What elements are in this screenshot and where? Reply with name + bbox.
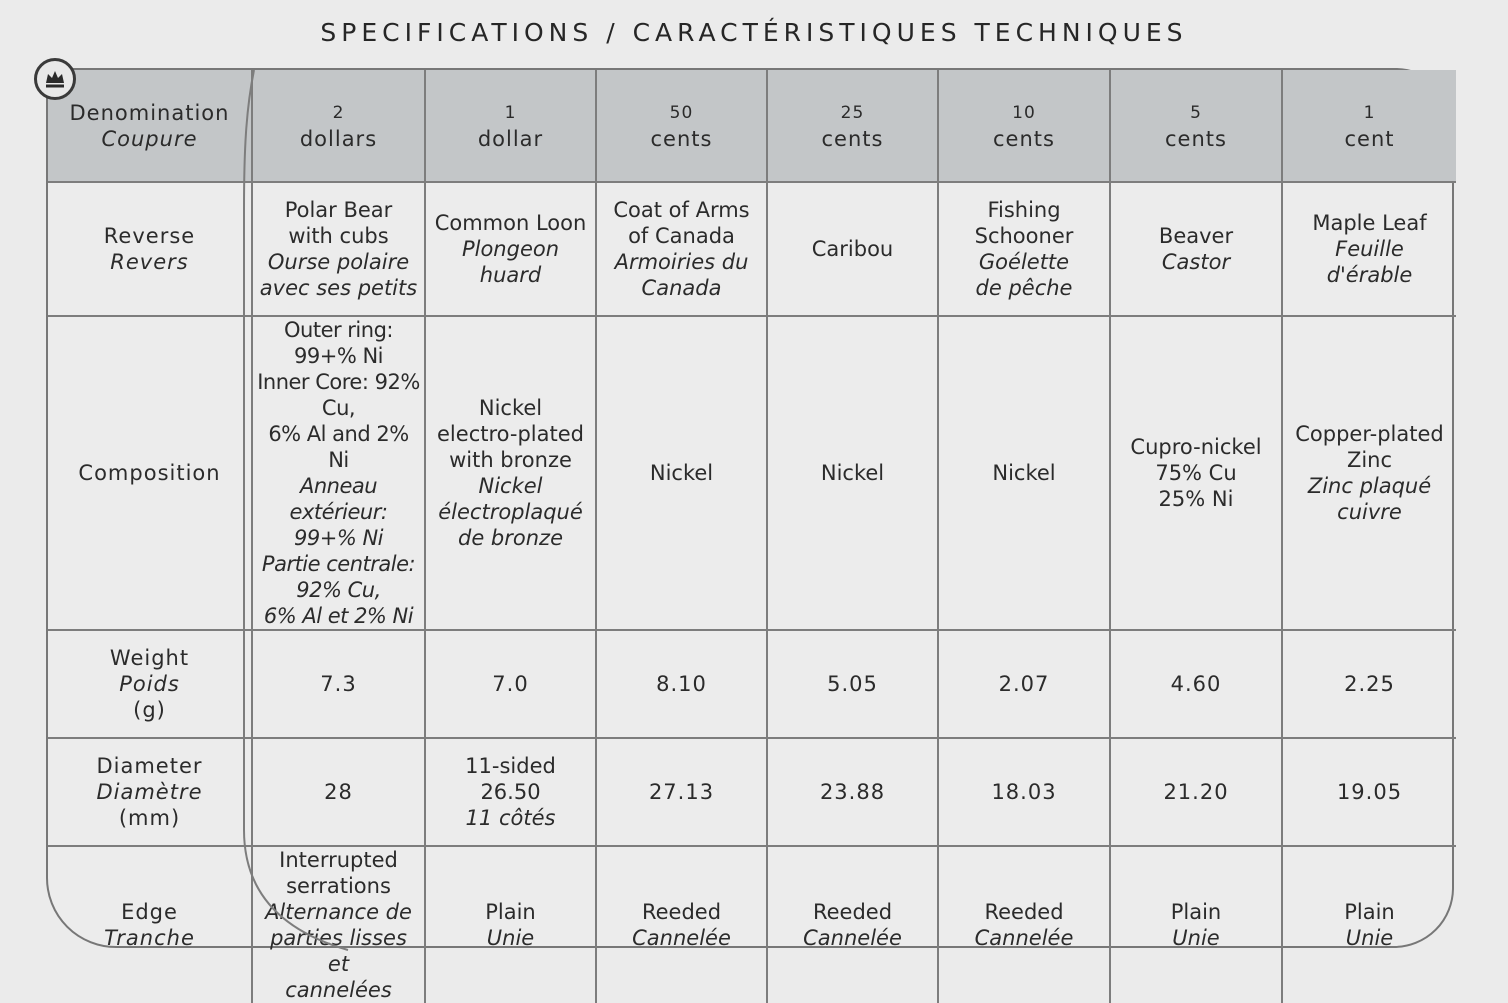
weight-value: 7.0 xyxy=(425,630,596,738)
composition-text-en: 75% Cu xyxy=(1155,461,1237,485)
weight-value: 5.05 xyxy=(767,630,938,738)
diameter-cell xyxy=(938,738,1110,846)
reverse-text-fr: avec ses petits xyxy=(259,276,418,300)
diameter-cell xyxy=(767,738,938,846)
edge-cell xyxy=(425,846,596,1003)
reverse-row xyxy=(48,182,1456,316)
denomination-value: 50 xyxy=(669,102,694,123)
composition-text-en: 25% Ni xyxy=(1158,487,1234,511)
denomination-cell xyxy=(252,70,425,182)
reverse-text-fr: d'érable xyxy=(1326,263,1413,287)
composition-text-en: with bronze xyxy=(449,448,572,472)
denomination-unit: cents xyxy=(1165,126,1227,151)
reverse-text-en: Maple Leaf xyxy=(1312,211,1427,235)
denomination-cell xyxy=(1282,70,1456,182)
denomination-unit: dollar xyxy=(477,126,544,151)
composition-label xyxy=(48,316,252,630)
edge-text-fr: cannelées xyxy=(285,978,392,1002)
denomination-cell xyxy=(1110,70,1282,182)
reverse-text-fr: Armoiries du xyxy=(614,250,749,274)
diameter-text-en: 23.88 xyxy=(819,780,886,804)
weight-row xyxy=(48,630,1456,738)
reverse-text-en: Common Loon xyxy=(434,211,587,235)
reverse-text-fr: Feuille xyxy=(1335,237,1404,261)
composition-text-en: Copper-plated xyxy=(1295,422,1444,446)
edge-cell xyxy=(1110,846,1282,1003)
diameter-label-unit: (mm) xyxy=(118,806,181,830)
diameter-row xyxy=(48,738,1456,846)
reverse-text-en: Schooner xyxy=(974,224,1074,248)
reverse-text-en: Polar Bear xyxy=(284,198,393,222)
edge-text-fr: Unie xyxy=(1172,926,1220,950)
page-title: SPECIFICATIONS / CARACTÉRISTIQUES TECHNIQUES xyxy=(320,18,1188,47)
composition-text-en: Nickel xyxy=(820,461,885,485)
reverse-text-fr: Canada xyxy=(641,276,722,300)
reverse-cell xyxy=(252,182,425,316)
edge-cell xyxy=(1282,846,1456,1003)
composition-cell xyxy=(1110,316,1282,630)
diameter-text-en: 27.13 xyxy=(648,780,715,804)
composition-text-en: Nickel xyxy=(649,461,714,485)
composition-row xyxy=(48,316,1456,630)
specifications-card xyxy=(46,68,1454,1002)
edge-text-en: Plain xyxy=(1170,900,1222,924)
diameter-text-en: 19.05 xyxy=(1336,780,1403,804)
reverse-text-fr: Goélette xyxy=(978,250,1070,274)
denomination-label xyxy=(48,70,252,182)
composition-text-en: Outer ring: 99+% Ni xyxy=(284,318,393,368)
denomination-unit: cent xyxy=(1344,126,1395,151)
weight-value: 4.60 xyxy=(1110,630,1282,738)
denomination-unit: cents xyxy=(821,126,884,151)
diameter-text-en: 11-sided xyxy=(465,754,556,778)
reverse-text-en: Coat of Arms xyxy=(613,198,750,222)
edge-text-fr: parties lisses et xyxy=(270,926,407,976)
composition-text-fr: 99+% Ni xyxy=(294,526,383,550)
composition-text-fr: Zinc plaqué xyxy=(1307,474,1432,498)
denomination-value: 5 xyxy=(1190,102,1202,123)
composition-text-en: Inner Core: 92% Cu, xyxy=(257,370,420,420)
composition-label-en: Composition xyxy=(78,461,221,485)
denomination-value: 1 xyxy=(1363,102,1376,123)
composition-cell xyxy=(767,316,938,630)
diameter-text-en: 26.50 xyxy=(480,780,541,804)
weight-value: 7.3 xyxy=(252,630,425,738)
weight-value: 8.10 xyxy=(596,630,767,738)
composition-text-fr: Anneau extérieur: xyxy=(289,474,388,524)
diameter-label-en: Diameter xyxy=(96,754,203,778)
edge-cell xyxy=(252,846,425,1003)
composition-text-fr: 6% Al et 2% Ni xyxy=(263,604,414,628)
composition-text-en: Nickel xyxy=(992,461,1056,485)
edge-text-fr: Cannelée xyxy=(974,926,1074,950)
edge-cell xyxy=(938,846,1110,1003)
edge-cell xyxy=(767,846,938,1003)
weight-label xyxy=(48,630,252,738)
edge-text-fr: Alternance de xyxy=(265,900,412,924)
edge-text-en: serrations xyxy=(286,874,391,898)
denomination-value: 10 xyxy=(1012,102,1036,123)
composition-cell xyxy=(938,316,1110,630)
edge-text-en: Interrupted xyxy=(279,848,398,872)
reverse-label xyxy=(48,182,252,316)
edge-label-en: Edge xyxy=(121,900,178,924)
denomination-row xyxy=(48,70,1456,182)
composition-text-fr: de bronze xyxy=(458,526,563,550)
weight-label-unit: (g) xyxy=(133,698,166,722)
crown-emblem-svg xyxy=(42,66,68,92)
reverse-label-en: Reverse xyxy=(103,224,196,248)
composition-cell xyxy=(596,316,767,630)
edge-label xyxy=(48,846,252,1003)
edge-row xyxy=(48,846,1456,1003)
reverse-cell xyxy=(1282,182,1456,316)
denomination-cell xyxy=(596,70,767,182)
denomination-unit: cents xyxy=(650,126,713,151)
diameter-cell xyxy=(252,738,425,846)
composition-text-fr: électroplaqué xyxy=(438,500,583,524)
reverse-cell xyxy=(1110,182,1282,316)
diameter-cell xyxy=(596,738,767,846)
edge-text-fr: Unie xyxy=(486,926,535,950)
diameter-text-fr: 11 côtés xyxy=(465,806,556,830)
composition-cell xyxy=(425,316,596,630)
edge-cell xyxy=(596,846,767,1003)
reverse-text-en: with cubs xyxy=(288,224,389,248)
diameter-cell xyxy=(1282,738,1456,846)
edge-text-en: Plain xyxy=(1344,900,1395,924)
reverse-text-fr: Castor xyxy=(1161,250,1231,274)
reverse-text-fr: Ourse polaire xyxy=(267,250,410,274)
diameter-label-fr: Diamètre xyxy=(96,780,203,804)
edge-text-en: Reeded xyxy=(812,900,893,924)
composition-text-en: Cupro-nickel xyxy=(1130,435,1262,459)
edge-text-en: Plain xyxy=(485,900,536,924)
denomination-cell xyxy=(425,70,596,182)
diameter-text-en: 18.03 xyxy=(991,780,1057,804)
weight-label-en: Weight xyxy=(109,646,190,670)
reverse-text-fr: de pêche xyxy=(975,276,1073,300)
denomination-unit: dollars xyxy=(299,126,378,151)
reverse-text-en: of Canada xyxy=(628,224,735,248)
diameter-label xyxy=(48,738,252,846)
composition-text-en: Nickel xyxy=(478,396,543,420)
edge-label-fr: Tranche xyxy=(104,926,195,950)
composition-text-fr: cuivre xyxy=(1337,500,1402,524)
composition-cell xyxy=(252,316,425,630)
composition-text-en: 6% Al and 2% Ni xyxy=(268,422,409,472)
reverse-text-en: Beaver xyxy=(1158,224,1234,248)
composition-text-fr: Nickel xyxy=(478,474,543,498)
composition-text-en: electro-plated xyxy=(437,422,584,446)
composition-text-fr: Partie centrale: xyxy=(261,552,416,576)
denomination-unit: cents xyxy=(993,126,1055,151)
denomination-cell xyxy=(767,70,938,182)
crown-emblem-icon xyxy=(34,58,76,100)
denomination-label-fr: Coupure xyxy=(101,126,198,151)
diameter-cell xyxy=(1110,738,1282,846)
specifications-table xyxy=(48,70,1456,1003)
weight-value: 2.07 xyxy=(938,630,1110,738)
denomination-value: 25 xyxy=(840,102,865,123)
composition-cell xyxy=(1282,316,1456,630)
reverse-cell xyxy=(938,182,1110,316)
reverse-text-en: Caribou xyxy=(811,237,894,261)
reverse-cell xyxy=(596,182,767,316)
reverse-text-en: Fishing xyxy=(987,198,1061,222)
weight-label-fr: Poids xyxy=(119,672,180,696)
diameter-cell xyxy=(425,738,596,846)
reverse-cell xyxy=(425,182,596,316)
edge-text-fr: Unie xyxy=(1345,926,1394,950)
reverse-text-fr: Plongeon huard xyxy=(461,237,560,287)
denomination-value: 2 xyxy=(332,102,345,123)
edge-text-fr: Cannelée xyxy=(803,926,902,950)
composition-text-en: Zinc xyxy=(1346,448,1393,472)
denomination-value: 1 xyxy=(504,102,517,123)
weight-value: 2.25 xyxy=(1282,630,1456,738)
edge-text-en: Reeded xyxy=(641,900,722,924)
denomination-label-en: Denomination xyxy=(69,100,230,125)
edge-text-en: Reeded xyxy=(984,900,1064,924)
edge-text-fr: Cannelée xyxy=(632,926,731,950)
reverse-cell xyxy=(767,182,938,316)
reverse-label-fr: Revers xyxy=(110,250,189,274)
diameter-text-en: 28 xyxy=(324,780,353,804)
denomination-cell xyxy=(938,70,1110,182)
diameter-text-en: 21.20 xyxy=(1163,780,1229,804)
composition-text-fr: 92% Cu, xyxy=(296,578,381,602)
